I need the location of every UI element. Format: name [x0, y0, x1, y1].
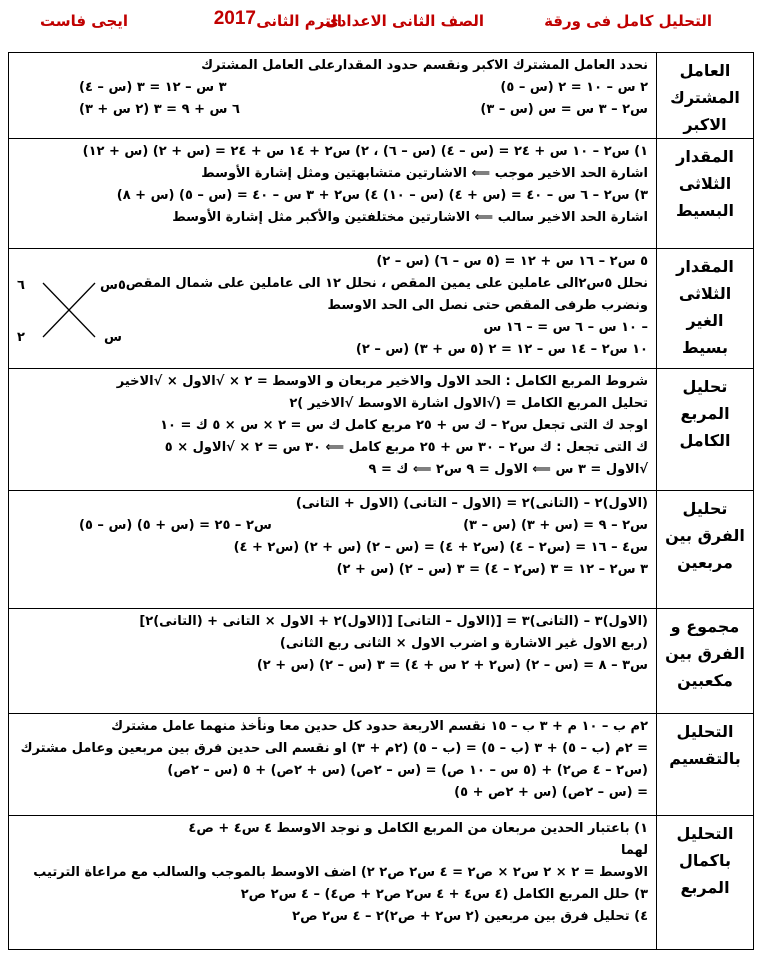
- row-title-line: مكعبين: [677, 671, 733, 690]
- cross-label-top-left: ٦: [17, 278, 25, 293]
- row-title-line: المربع: [680, 878, 730, 897]
- row-title: [657, 249, 754, 369]
- content-line: ٣) حلل المربع الكامل (٤ س٤ + ٤ س٢ ص٢ + ص٤) – ٤ س٢ ص٢: [240, 887, 648, 902]
- row-title-line: المقدار: [676, 147, 734, 166]
- content-line: (س٢ – ٤ ص٢) + (٥ س – ١٠ ص) = (س – ٢ص) (س + ٢ص) + ٥ (س – ٢ص): [167, 763, 648, 778]
- row-content: [9, 816, 657, 950]
- content-line: س٣ – ٨ = (س – ٢) (س٢ + ٢ س + ٤) = ٣ (س – ٢) (س + ٢): [256, 658, 648, 673]
- row-title-line: الفرق بين: [665, 644, 745, 663]
- content-line-pair: [19, 515, 648, 537]
- content-line-pair: [19, 77, 648, 99]
- table-row: [9, 491, 754, 609]
- row-content: [9, 53, 657, 139]
- content-line-pair: [19, 99, 648, 121]
- table-row: [9, 369, 754, 491]
- content-line: ٤) تحليل فرق بين مربعين (٢ س٢ + ص٢)٢ – ٤ س٢ ص٢: [292, 909, 648, 924]
- content-line: الاوسط = ٢ × ٢ س٢ × ص٢ = ٤ س٢ ص٢ ٢) اضف الاوسط بالموجب والسالب مع مراعاة الترتيب: [33, 865, 648, 880]
- summary-table: [8, 52, 754, 950]
- content-line: ١) س٢ – ١٠ س + ٢٤ = (س – ٤) (س – ٦) ، ٢) س٢ + ١٤ س + ٢٤ = (س + ٢) (س + ١٢): [82, 144, 648, 159]
- row-title-line: تحليل: [682, 377, 728, 396]
- content-line: (ربع الاول غير الاشارة و اضرب الاول × الثانى ربع الثانى): [279, 636, 648, 651]
- row-title-line: بسيط: [682, 338, 728, 357]
- row-content: [9, 609, 657, 714]
- content-line: – ١٠ س – ٦ س = – ١٦ س: [483, 320, 648, 335]
- content-line: لهما: [620, 843, 648, 858]
- row-title: [657, 816, 754, 950]
- row-content: [9, 714, 657, 816]
- cross-label-top-right: ٥س: [100, 278, 126, 293]
- row-title-line: مربعين: [677, 553, 733, 572]
- content-line: تحليل المربع الكامل = (√الاول اشارة الاوسط √الاخير )٢: [289, 396, 648, 411]
- row-title-line: الفرق بين: [665, 526, 745, 545]
- row-title-line: بالتقسيم: [669, 749, 741, 768]
- content-line: نحلل ٥س٢الى عاملين على يمين المقص ، نحلل ١٢ الى عاملين على شمال المقص: [125, 276, 648, 291]
- content-line: (الاول)٢ – (التانى)٢ = (الاول – التانى) (الاول + التانى): [295, 496, 648, 511]
- pair-right: ٢ س – ١٠ = ٢ (س – ٥): [500, 80, 648, 95]
- row-content: [9, 369, 657, 491]
- pair-left: ٣ س – ١٢ = ٣ (س – ٤): [79, 80, 227, 95]
- row-title: [657, 139, 754, 249]
- header-term: الترم الثانى: [256, 12, 342, 30]
- pair-left: ٦ س + ٩ = ٣ (٢ س + ٣): [79, 102, 240, 117]
- header-year: 2017: [213, 8, 256, 29]
- pair-right: س٢ – ٩ = (س + ٣) (س – ٣): [463, 518, 648, 533]
- content-line: اشارة الحد الاخير موجب ⟸ الاشارتين متشابهتين ومثل إشارة الأوسط: [201, 166, 648, 181]
- table-row: [9, 714, 754, 816]
- header-right-title: التحليل كامل فى ورقة: [544, 12, 712, 30]
- row-title: [657, 369, 754, 491]
- content-line: ١٠ س٢ – ١٤ س – ١٢ = ٢ (٥ س + ٣) (س – ٢): [355, 342, 648, 357]
- cross-multiplication-diagram: [13, 275, 126, 345]
- content-line: ونضرب طرفى المقص حتى نصل الى الحد الاوسط: [327, 298, 648, 313]
- table-row: [9, 139, 754, 249]
- row-title-line: مجموع و: [670, 617, 740, 636]
- table-row: [9, 53, 754, 139]
- row-title-line: باكمال: [679, 851, 731, 870]
- content-line: ٣) س٢ – ٦ س – ٤٠ = (س + ٤) (س – ١٠) ٤) س٢ + ٣ س – ٤٠ = (س – ٥) (س + ٨): [116, 188, 648, 203]
- table-row: [9, 249, 754, 369]
- pair-left: س٢ – ٢٥ = (س + ٥) (س – ٥): [79, 518, 272, 533]
- header-grade: الصف الثانى الاعدادى: [324, 12, 484, 30]
- row-title-line: التحليل: [676, 722, 734, 741]
- content-line: اشارة الحد الاخير سالب ⟸ الاشارتين مختلفتين والأكبر مثل إشارة الأوسط: [172, 210, 648, 225]
- content-line: ك التى تجعل : ك س٢ – ٣٠ س + ٢٥ مربع كامل ⟸ ٣٠ س = ٢ × √الاول × ٥: [164, 440, 648, 455]
- content-line: (الاول)٣ – (التانى)٣ = [(الاول – التانى] [(الاول)٢ + الاول × التانى + (التانى)٢]: [139, 614, 648, 629]
- content-line: نحدد العامل المشترك الاكبر ونقسم حدود المقدارعلى العامل المشترك: [201, 58, 648, 73]
- table-row: [9, 816, 754, 950]
- pair-right: س٢ – ٣ س = س (س – ٣): [480, 102, 648, 117]
- cross-label-bottom-left: ٢: [17, 330, 25, 345]
- content-line: = (س – ٢ص) (س + ٢ص + ٥): [454, 785, 648, 800]
- row-title-line: المشترك: [670, 88, 740, 107]
- row-title-line: الثلاثى: [678, 174, 732, 193]
- row-title-line: تحليل: [682, 499, 728, 518]
- row-title: [657, 53, 754, 139]
- content-line: ٣ س٢ – ١٢ = ٣ (س٢ – ٤) = ٣ (س – ٢) (س + ٢): [336, 562, 648, 577]
- row-title: [657, 491, 754, 609]
- row-title-line: العامل: [679, 61, 731, 80]
- row-title: [657, 714, 754, 816]
- content-line: ٥ س٢ – ١٦ س + ١٢ = (٥ س – ٦) (س – ٢): [376, 254, 648, 269]
- content-line: = ٢م (ب – ٥) + ٣ (ب – ٥) = (ب – ٥) (٢م + ٣) او نقسم الى حدين فرق بين مربعين وعامل مشترك: [20, 741, 648, 756]
- content-line: ١) باعتبار الحدين مربعان من المربع الكامل و نوجد الاوسط ٤ س٤ + ص٤: [188, 821, 648, 836]
- page-header: [0, 0, 760, 50]
- row-content: [9, 139, 657, 249]
- row-title-line: المربع: [680, 404, 730, 423]
- cross-label-bottom-right: س: [104, 330, 122, 345]
- row-title-line: الثلاثى: [678, 284, 732, 303]
- row-content: [9, 249, 657, 369]
- content-line: شروط المربع الكامل : الحد الاول والاخير مربعان و الاوسط = ٢ × √الاول × √الاخير: [116, 374, 648, 389]
- content-line: ٢م ب – ١٠ م + ٣ ب – ١٥ نقسم الاربعة حدود كل حدين معا ونأخذ منهما عامل مشترك: [111, 719, 648, 734]
- header-left-title: ايجى فاست: [40, 12, 129, 30]
- content-line: س٤ – ١٦ = (س٢ – ٤) (س٢ + ٤) = (س – ٢) (س + ٢) (س٢ + ٤): [233, 540, 648, 555]
- row-title-line: المقدار: [676, 257, 734, 276]
- content-line: √الاول = ٣ س ⟸ الاول = ٩ س٢ ⟸ ك = ٩: [368, 462, 648, 477]
- table-row: [9, 609, 754, 714]
- content-line: اوجد ك التى تجعل س٢ – ك س + ٢٥ مربع كامل ك س = ٢ × س × ٥ ك = ١٠: [160, 418, 648, 433]
- row-title-line: التحليل: [676, 824, 734, 843]
- row-title-line: الغير: [686, 311, 724, 330]
- row-title-line: الاكبر: [683, 115, 727, 134]
- row-title: [657, 609, 754, 714]
- row-title-line: الكامل: [679, 431, 731, 450]
- row-content: [9, 491, 657, 609]
- row-title-line: البسيط: [676, 201, 734, 220]
